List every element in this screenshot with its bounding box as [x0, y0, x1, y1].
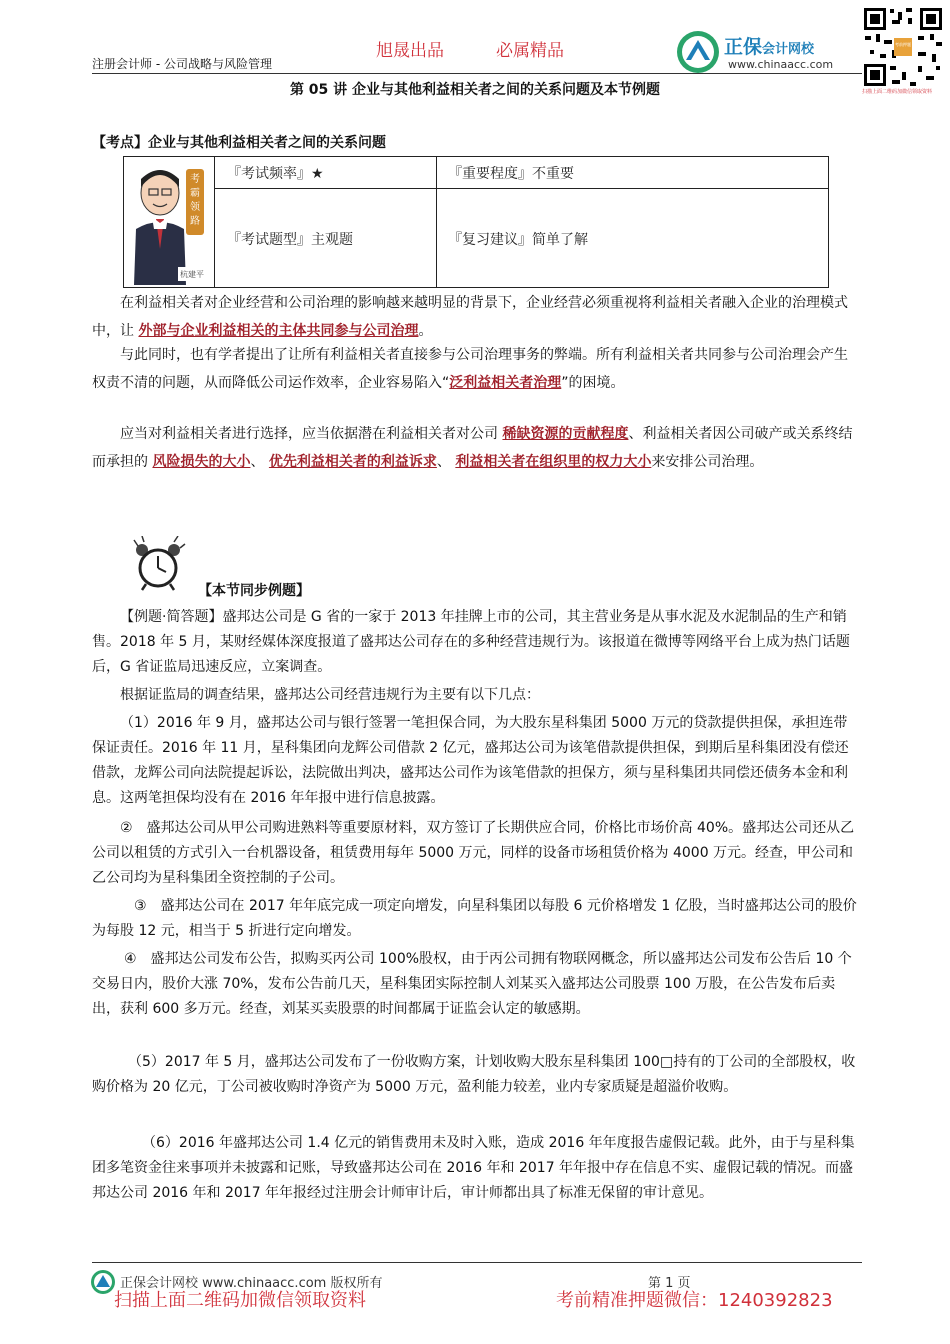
highlight-scarce-resource: 稀缺资源的贡献程度 [502, 426, 629, 442]
exam-frequency: 『考试频率』★ [227, 166, 324, 182]
highlight-outside-participation: 外部与企业利益相关的主体共同参与公司治理 [138, 323, 419, 339]
avatar-signature: 杭建平 [180, 270, 204, 279]
slogan-left: 旭晟出品 [376, 41, 444, 61]
footer-page-number: 第 1 页 [648, 1276, 691, 1291]
qr-badge: 考前押题 [895, 42, 911, 47]
section-sync-title: 【本节同步例题】 [198, 583, 310, 599]
brand-name: 正保会计网校 [724, 36, 815, 58]
promo-wechat: 考前精准押题微信：1240392823 [556, 1290, 833, 1311]
example-lead: 根据证监局的调查结果，盛邦达公司经营违规行为主要有以下几点： [120, 687, 540, 703]
kaodian-heading: 【考点】企业与其他利益相关者之间的关系问题 [92, 135, 386, 151]
importance-level: 『重要程度』不重要 [448, 166, 574, 182]
footer-copyright: 正保会计网校 www.chinaacc.com 版权所有 [120, 1276, 383, 1291]
example-item-3: ③ 盛邦达公司在 2017 年年底完成一项定向增发，向星科集团以每股 6 元价格增发 1 亿股，当时盛邦达公司的股价为每股 12 元，相当于 5 折进行定向增发。 [92, 898, 857, 939]
course-title: 注册会计师 - 公司战略与风险管理 [92, 57, 272, 71]
brand-logo[interactable] [676, 26, 858, 80]
qr-code-icon [862, 6, 944, 88]
paragraph-2: 与此同时，也有学者提出了让所有利益相关者直接参与公司治理事务的弊端。所有利益相关者共同参与公司治理会产生权责不清的问题，从而降低公司运作效率，企业容易陷入“泛利益相关者治理”的困境。 [92, 347, 848, 391]
slogan-right: 必属精品 [496, 41, 564, 61]
highlight-priority-demands: 优先利益相关者的利益诉求 [268, 454, 437, 470]
example-item-6: （6）2016 年盛邦达公司 1.4 亿元的销售费用未及时入账，造成 2016 年年度报告虚假记载。此外，由于与星科集团多笔资金往来事项并未披露和记账，导致盛邦达公司在 2016 年和 2017 年年报中存在信息不实、虚假记载的情况。而盛邦达公司 2016 年和 2017 年年报经过注册会计师审计后，审计师都出具了标准无保留的审计意见。 [92, 1135, 855, 1201]
footer-divider [92, 1262, 862, 1263]
paragraph-1: 在利益相关者对企业经营和公司治理的影响越来越明显的背景下，企业经营必须重视将利益相关者融入企业的治理模式中，让 外部与企业利益相关的主体共同参与公司治理。 [92, 295, 848, 339]
highlight-risk-loss: 风险损失的大小 [152, 454, 251, 470]
brand-url: www.chinaacc.com [728, 58, 834, 71]
lecture-title: 第 05 讲 企业与其他利益相关者之间的关系问题及本节例题 [289, 82, 661, 98]
qr-code[interactable] [862, 6, 944, 88]
review-advice: 『复习建议』简单了解 [448, 232, 588, 248]
highlight-power-size: 利益相关者在组织里的权力大小 [455, 454, 652, 470]
question-type: 『考试题型』主观题 [227, 232, 353, 248]
footer-logo-icon [90, 1269, 116, 1295]
avatar-badge: 考霸领路 [190, 174, 200, 227]
example-item-4: ④ 盛邦达公司发布公告，拟购买丙公司 100%股权，由于丙公司拥有物联网概念，所以盛邦达公司发布公告后 10 个交易日内，股价大涨 70%，发布公告前几天，星科集团实际控制人刘某买入盛邦达公司股票 100 万股，在公告发布后卖出，获利 600 多万元。经查，刘某买卖股票的时间都属于证监会认定的敏感期。 [92, 951, 852, 1017]
alarm-clock-icon [130, 536, 186, 592]
promo-scan-qr: 扫描上面二维码加微信领取资料 [114, 1290, 366, 1311]
highlight-pan-stakeholder: 泛利益相关者治理 [449, 375, 562, 391]
example-item-5: （5）2017 年 5 月，盛邦达公司发布了一份收购方案，计划收购大股东星科集团 100□持有的丁公司的全部股权，收购价格为 20 亿元，丁公司被收购时净资产为 5000 万元，盈利能力较差，业内专家质疑是超溢价收购。 [92, 1054, 856, 1095]
teacher-avatar [126, 159, 212, 285]
example-intro: 【例题·简答题】盛邦达公司是 G 省的一家于 2013 年挂牌上市的公司，其主营业务是从事水泥及水泥制品的生产和销售。2018 年 5 月，某财经媒体深度报道了盛邦达公司存在的多种经营违规行为。该报道在微博等网络平台上成为热门话题后，G 省证监局迅速反应，立案调查。 [92, 609, 850, 675]
example-item-2: ② 盛邦达公司从甲公司购进熟料等重要原材料，双方签订了长期供应合同，价格比市场价高 40%。盛邦达公司还从乙公司以租赁的方式引入一台机器设备，租赁费用每年 5000 万元，同样的设备市场租赁价格为 4000 万元。经查，甲公司和乙公司均为星科集团全资控制的子公司。 [92, 820, 855, 886]
brand-logo-icon [676, 30, 720, 74]
exam-info-table [123, 156, 829, 288]
qr-caption: 扫描上面二维码加微信领取资料 [862, 89, 933, 95]
example-item-1: （1）2016 年 9 月，盛邦达公司与银行签署一笔担保合同，为大股东星科集团 5000 万元的贷款提供担保，承担连带保证责任。2016 年 11 月，星科集团向龙辉公司借款 2 亿元，盛邦达公司为该笔借款提供担保，到期后星科集团没有偿还借款，龙辉公司向法院提起诉讼，法院做出判决，盛邦达公司作为该笔借款的担保方，须与星科集团共同偿还债务本金和利息。这两笔担保均没有在 2016 年年报中进行信息披露。 [92, 715, 849, 806]
paragraph-3: 应当对利益相关者进行选择，应当依据潜在利益相关者对公司 稀缺资源的贡献程度、利益相关者因公司破产或关系终结而承担的 风险损失的大小、 优先利益相关者的利益诉求、 利益相关者在组织里的权力大小来安排公司治理。 [92, 426, 853, 470]
